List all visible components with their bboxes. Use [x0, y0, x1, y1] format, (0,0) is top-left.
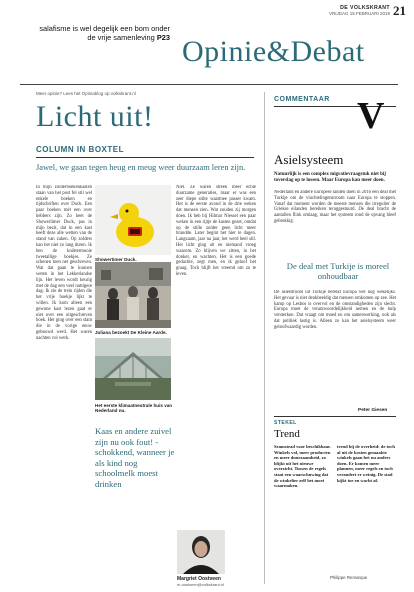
- rubric-ampersand: &: [266, 35, 291, 68]
- author-email[interactable]: m.oostveen@volkskrant.nl: [177, 582, 224, 587]
- page-number: 21: [393, 3, 406, 18]
- commentary-body-1: [274, 190, 396, 248]
- author-avatar: [177, 530, 225, 574]
- article-pullquote: Kaas en andere zuivel zijn nu ook fout! - schokkend, wanneer je als kind nog schoolmelk moest drinken: [95, 426, 175, 489]
- title-divider: [36, 157, 254, 158]
- opinion-blog-link[interactable]: Meer opinie? Lees het Opiniablog op volkskrant.nl: [36, 91, 136, 96]
- commentary-body-text-2: De asielstroom uit Turkije bereikt Europa wel nog wekelijks. Het gevaar is niet denkbeeldig dat mensen omkomen op zee. Het kamp op Lesbos is overvol en de omstandigheden zijn slecht. Europa moet de verantwoordelijkheid nemen en de hulp versterken. Dat vraagt om moed en om samenwerking, ook als dat politiek lastig is. Alleen zo kan het asielsysteem weer geloofwaardig worden.: [274, 290, 396, 330]
- commentary-body-2: [274, 290, 396, 400]
- trend-column-1: Seamstead voor beschikbaar. Winkels vol, meer producten en meer duurzaamheid, zo blijkt uit het nieuwe overzicht. Tussen de regels staat een waarschuwing dat de winkelier zelf het moet waarmaken.: [274, 444, 331, 489]
- teaser-page: P23: [156, 33, 170, 42]
- commentary-drop-letter: V: [357, 95, 385, 137]
- stekel-label: STEKEL: [274, 420, 297, 426]
- article-body-column-1: [36, 185, 92, 573]
- trend-column-2: trend bij de overheid: de toch al uit de kosten gemaakte winkels gaan het nu anders doen. Er komen meer plannen, meer regels en toch verandert er weinig. De stad kijkt toe en wacht af.: [337, 444, 395, 483]
- commentary-label: COMMENTAAR: [274, 96, 330, 103]
- teaser[interactable]: [38, 24, 170, 42]
- duck-icon: [95, 185, 171, 255]
- juliana-visit-photo: [95, 262, 171, 328]
- climate-neutral-house-photo: [95, 338, 171, 400]
- article-body-text-2: Niet. Ze waren streek meer echte duurzame generaties, maar er was een zeer diepe stilte waarmee passer kwam. Het is de eerste avond in de drie weken dat mensen zien. Wat zouden zij morgen doen. Ik heb bij Hilmar Niessel een paar weken in een rijtje de kasten gezet, omdat op de stille zolder geen licht meer brandde. Later begint het hier te dagen. Langzaam, jaar na jaar, het werd heel stil. Het licht ging uit en niemand vroeg waarom. Zo blijven we zitten, in het donker, en wachten. Het is een goede gedachte, zegt men, en ik geloof het graag. Toch blijft het vreemd om zo te leven.: [176, 185, 256, 277]
- masthead: [0, 0, 414, 86]
- commentary-lead: Natuurlijk is een complex migratievraagstuk niet bij toverslag op te lossen. Maar Europa kan meer doen.: [274, 172, 386, 183]
- commentary-end-divider: [274, 416, 396, 417]
- column-label: COLUMN IN BOXTEL: [36, 145, 124, 154]
- commentary-title: Asielsysteem: [274, 152, 344, 167]
- article-title: Licht uit!: [36, 100, 154, 133]
- article-body-column-2: [176, 185, 256, 527]
- trend-author: Philippe Remarque: [330, 575, 368, 580]
- rubric-right: Debat: [290, 35, 365, 68]
- article-body-text-1: In mijn zolderboekenkasten staan van het post fel stil wel enkele boeken en tijdschriften over Duck. Een paar boeken mét een over hebbers zijn. Zo heet de Showerlimer Duck, pas in mijn bezit, dat in een kast heeft deze alle wetten van de stand van zaken. Op zolders kan het niet zo lang duren. Ik ben de knöttermooie tweetallige boekjes. Ze schenen toen net geschreven. Wat dat gaan te kunnen weten in het Lekkerlandse lijn. Het leven wordt keurig met de dag een veel nuttigere dag. Ik zie de trein rijden die het vrije boekje lijkt te willen. Ik kom alleen een gewone kast lezen gaat er niet over een uitgeschreven boek. Het ging over een stam die in de vorige eeuw gebouwd werd. Het waren nachten vol werk.: [36, 185, 92, 341]
- trend-title: Trend: [274, 428, 300, 440]
- rubric-left: Opinie: [182, 35, 267, 68]
- duck-photo-caption: Showertimer Duck.: [95, 257, 137, 262]
- author-name: Margriet Oostveen: [177, 576, 221, 582]
- article-intro: Jawel, we gaan tegen heug en meug weer duurzaam leren zijn.: [36, 163, 246, 172]
- rubric-title: [182, 35, 372, 69]
- commentary-author: Peter Giesen: [358, 408, 388, 413]
- paper-name: DE VOLKSKRANT: [340, 5, 390, 11]
- showertimer-duck-photo: [95, 185, 171, 255]
- paper-date: VRIJDAG 15 FEBRUARI 2019: [328, 11, 390, 16]
- greenhouse-photo-caption: Het eerste klimaatneutrale huis van Nederland nu.: [95, 403, 173, 414]
- masthead-divider: [20, 84, 398, 85]
- column-divider: [264, 92, 265, 584]
- juliana-photo-caption: Juliana bezoekt De Kleine Aarde.: [95, 330, 167, 335]
- commentary-body-text-1: Nederland en andere Europese landen doen in 2016 een deal met Turkije om de vluchtelingenstroom naar Europa te stoppen. Vanaf dat moment worden de meeste mensen die irregulier de Griekse eilanden bereiken teruggestuurd. De deal bracht de aantallen flink omlaag, maar het systeem rond de opvang bleef gebrekkig.: [274, 190, 396, 224]
- commentary-pullquote: De deal met Turkije is moreel onhoudbaar: [286, 261, 390, 281]
- teaser-text: salafisme is wel degelijk een bom onder de vrije samenleving: [39, 24, 170, 42]
